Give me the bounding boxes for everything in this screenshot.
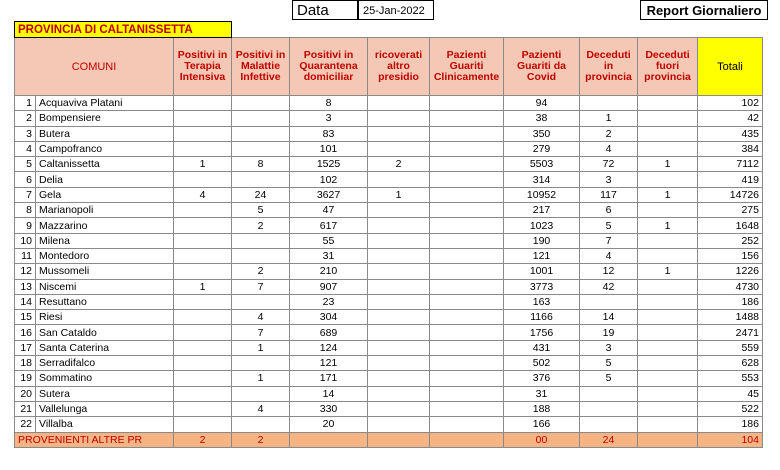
cell-ap[interactable] bbox=[368, 340, 430, 355]
cell-ap[interactable] bbox=[368, 279, 430, 294]
comune-name[interactable]: Serradifalco bbox=[36, 356, 174, 371]
cell-gcov[interactable]: 1023 bbox=[504, 218, 580, 233]
cell-dip[interactable]: 3 bbox=[580, 340, 638, 355]
col-header-guariti-clinicamente: Pazienti Guariti Clinicamente bbox=[430, 38, 504, 96]
cell-dip[interactable]: 3 bbox=[580, 172, 638, 187]
cell-dip[interactable]: 5 bbox=[580, 371, 638, 386]
cell-gc[interactable] bbox=[430, 233, 504, 248]
cell-tot[interactable]: 384 bbox=[698, 141, 763, 156]
cell-gcov[interactable]: 3773 bbox=[504, 279, 580, 294]
table-row bbox=[15, 340, 763, 355]
comune-name[interactable]: Sutera bbox=[36, 386, 174, 401]
table-row bbox=[15, 386, 763, 401]
cell-dip[interactable]: 117 bbox=[580, 187, 638, 202]
cell-gc[interactable] bbox=[430, 264, 504, 279]
row-number[interactable]: 11 bbox=[15, 248, 36, 263]
cell-ti[interactable] bbox=[174, 96, 232, 111]
row-number[interactable]: 4 bbox=[15, 141, 36, 156]
cell-gcov[interactable]: 94 bbox=[504, 96, 580, 111]
cell-gcov[interactable]: 166 bbox=[504, 417, 580, 432]
cell-dfp[interactable] bbox=[638, 386, 698, 401]
cell-gcov[interactable]: 188 bbox=[504, 401, 580, 416]
comune-name[interactable]: Montedoro bbox=[36, 248, 174, 263]
table-row bbox=[15, 417, 763, 432]
cell-dfp[interactable] bbox=[638, 203, 698, 218]
cell-ti[interactable] bbox=[174, 233, 232, 248]
cell-dfp[interactable] bbox=[638, 340, 698, 355]
table-row bbox=[15, 264, 763, 279]
province-title: PROVINCIA DI CALTANISSETTA bbox=[15, 22, 232, 38]
comune-name[interactable]: Sommatino bbox=[36, 371, 174, 386]
cell-mi[interactable] bbox=[232, 248, 290, 263]
cell-qd[interactable]: 31 bbox=[290, 248, 368, 263]
cell-gcov[interactable]: 38 bbox=[504, 111, 580, 126]
row-number[interactable]: 12 bbox=[15, 264, 36, 279]
col-header-altro-presidio: ricoverati altro presidio bbox=[368, 38, 430, 96]
cell-tot[interactable]: 435 bbox=[698, 126, 763, 141]
comune-name[interactable]: Vallelunga bbox=[36, 401, 174, 416]
col-header-totali: Totali bbox=[698, 38, 763, 96]
cell-ap[interactable] bbox=[368, 233, 430, 248]
cell-tot[interactable]: 252 bbox=[698, 233, 763, 248]
cell-tot[interactable]: 1488 bbox=[698, 310, 763, 325]
cell-qd[interactable]: 121 bbox=[290, 356, 368, 371]
col-header-deceduti-provincia: Deceduti in provincia bbox=[580, 38, 638, 96]
cell-dip[interactable]: 14 bbox=[580, 310, 638, 325]
date-label: Data bbox=[292, 0, 358, 20]
cell-tot[interactable]: 7112 bbox=[698, 157, 763, 172]
cell-gc[interactable] bbox=[430, 386, 504, 401]
row-number[interactable]: 19 bbox=[15, 371, 36, 386]
cell-ti[interactable] bbox=[174, 248, 232, 263]
cell-dfp[interactable] bbox=[638, 401, 698, 416]
cell-mi[interactable] bbox=[232, 96, 290, 111]
cell-dip[interactable]: 24 bbox=[580, 432, 638, 447]
cell-dip[interactable] bbox=[580, 96, 638, 111]
cell-ap[interactable] bbox=[368, 401, 430, 416]
cell-ap[interactable] bbox=[368, 310, 430, 325]
col-header-guariti-covid: Pazienti Guariti da Covid bbox=[504, 38, 580, 96]
cell-ap[interactable] bbox=[368, 264, 430, 279]
cell-gcov[interactable]: 350 bbox=[504, 126, 580, 141]
cell-dip[interactable] bbox=[580, 294, 638, 309]
row-number[interactable]: 6 bbox=[15, 172, 36, 187]
cell-dip[interactable]: 1 bbox=[580, 111, 638, 126]
cell-gcov[interactable]: 1756 bbox=[504, 325, 580, 340]
cell-ti[interactable] bbox=[174, 218, 232, 233]
cell-qd[interactable]: 3 bbox=[290, 111, 368, 126]
cell-qd[interactable]: 1525 bbox=[290, 157, 368, 172]
table-row bbox=[15, 233, 763, 248]
table-row bbox=[15, 310, 763, 325]
cell-dfp[interactable] bbox=[638, 325, 698, 340]
cell-qd[interactable]: 102 bbox=[290, 172, 368, 187]
cell-ap[interactable] bbox=[368, 111, 430, 126]
col-header-quarantena: Positivi in Quarantena domiciliar bbox=[290, 38, 368, 96]
cell-ti[interactable] bbox=[174, 264, 232, 279]
cell-tot[interactable]: 186 bbox=[698, 417, 763, 432]
comune-name[interactable]: Marianopoli bbox=[36, 203, 174, 218]
cell-tot[interactable]: 186 bbox=[698, 294, 763, 309]
cell-tot[interactable]: 559 bbox=[698, 340, 763, 355]
row-number[interactable]: 22 bbox=[15, 417, 36, 432]
cell-tot[interactable]: 156 bbox=[698, 248, 763, 263]
table-row bbox=[15, 96, 763, 111]
row-number[interactable]: 13 bbox=[15, 279, 36, 294]
row-number[interactable]: 18 bbox=[15, 356, 36, 371]
cell-tot[interactable]: 2471 bbox=[698, 325, 763, 340]
cell-gc[interactable] bbox=[430, 432, 504, 447]
cell-ap[interactable] bbox=[368, 386, 430, 401]
cell-gc[interactable] bbox=[430, 279, 504, 294]
cell-qd[interactable]: 47 bbox=[290, 203, 368, 218]
covid-report-table bbox=[14, 21, 763, 448]
cell-gc[interactable] bbox=[430, 356, 504, 371]
row-number[interactable]: 20 bbox=[15, 386, 36, 401]
table-row bbox=[15, 294, 763, 309]
cell-dip[interactable]: 72 bbox=[580, 157, 638, 172]
cell-mi[interactable]: 8 bbox=[232, 157, 290, 172]
cell-tot[interactable]: 14726 bbox=[698, 187, 763, 202]
cell-dfp[interactable] bbox=[638, 126, 698, 141]
cell-ap[interactable] bbox=[368, 218, 430, 233]
cell-tot[interactable]: 1226 bbox=[698, 264, 763, 279]
cell-ap[interactable] bbox=[368, 248, 430, 263]
cell-mi[interactable]: 1 bbox=[232, 340, 290, 355]
cell-mi[interactable] bbox=[232, 294, 290, 309]
comune-name[interactable]: Delia bbox=[36, 172, 174, 187]
cell-dip[interactable]: 19 bbox=[580, 325, 638, 340]
cell-ap[interactable] bbox=[368, 203, 430, 218]
cell-gc[interactable] bbox=[430, 203, 504, 218]
comune-name[interactable]: Milena bbox=[36, 233, 174, 248]
cell-ti[interactable] bbox=[174, 310, 232, 325]
cell-gc[interactable] bbox=[430, 294, 504, 309]
cell-gc[interactable] bbox=[430, 310, 504, 325]
cell-mi[interactable]: 24 bbox=[232, 187, 290, 202]
cell-tot[interactable]: 45 bbox=[698, 386, 763, 401]
row-number[interactable]: 9 bbox=[15, 218, 36, 233]
cell-ap[interactable] bbox=[368, 325, 430, 340]
comune-name[interactable]: Campofranco bbox=[36, 141, 174, 156]
cell-mi[interactable]: 5 bbox=[232, 203, 290, 218]
cell-gcov[interactable]: 431 bbox=[504, 340, 580, 355]
cell-mi[interactable]: 4 bbox=[232, 310, 290, 325]
cell-qd[interactable]: 20 bbox=[290, 417, 368, 432]
cell-qd[interactable]: 171 bbox=[290, 371, 368, 386]
comune-name[interactable]: Acquaviva Platani bbox=[36, 96, 174, 111]
cell-mi[interactable] bbox=[232, 111, 290, 126]
table-row bbox=[15, 218, 763, 233]
cell-ti[interactable] bbox=[174, 203, 232, 218]
cell-dfp[interactable]: 1 bbox=[638, 187, 698, 202]
cell-mi[interactable]: 4 bbox=[232, 401, 290, 416]
col-header-deceduti-fuori: Deceduti fuori provincia bbox=[638, 38, 698, 96]
cell-ap[interactable] bbox=[368, 371, 430, 386]
cell-gcov[interactable]: 5503 bbox=[504, 157, 580, 172]
cell-gcov[interactable]: 502 bbox=[504, 356, 580, 371]
cell-mi[interactable]: 7 bbox=[232, 279, 290, 294]
cell-ap[interactable] bbox=[368, 417, 430, 432]
cell-ti[interactable] bbox=[174, 371, 232, 386]
cell-qd[interactable]: 83 bbox=[290, 126, 368, 141]
cell-ti[interactable] bbox=[174, 172, 232, 187]
cell-dfp[interactable] bbox=[638, 233, 698, 248]
cell-mi[interactable] bbox=[232, 417, 290, 432]
comune-name[interactable]: PROVENIENTI ALTRE PR bbox=[15, 432, 174, 447]
cell-qd[interactable]: 101 bbox=[290, 141, 368, 156]
cell-dip[interactable]: 4 bbox=[580, 248, 638, 263]
cell-ti[interactable] bbox=[174, 111, 232, 126]
report-header bbox=[0, 0, 780, 22]
cell-mi[interactable]: 2 bbox=[232, 264, 290, 279]
cell-mi[interactable] bbox=[232, 356, 290, 371]
cell-qd[interactable]: 55 bbox=[290, 233, 368, 248]
table-row bbox=[15, 141, 763, 156]
cell-gcov[interactable]: 314 bbox=[504, 172, 580, 187]
cell-qd[interactable]: 689 bbox=[290, 325, 368, 340]
cell-gcov[interactable]: 1001 bbox=[504, 264, 580, 279]
cell-qd[interactable]: 124 bbox=[290, 340, 368, 355]
cell-tot[interactable]: 628 bbox=[698, 356, 763, 371]
cell-tot[interactable]: 104 bbox=[698, 432, 763, 447]
cell-mi[interactable]: 7 bbox=[232, 325, 290, 340]
table-row bbox=[15, 356, 763, 371]
cell-gcov[interactable]: 376 bbox=[504, 371, 580, 386]
cell-mi[interactable]: 1 bbox=[232, 371, 290, 386]
cell-ap[interactable] bbox=[368, 432, 430, 447]
cell-gcov[interactable]: 121 bbox=[504, 248, 580, 263]
cell-ap[interactable] bbox=[368, 356, 430, 371]
cell-ap[interactable] bbox=[368, 96, 430, 111]
cell-gc[interactable] bbox=[430, 401, 504, 416]
row-number[interactable]: 15 bbox=[15, 310, 36, 325]
row-number[interactable]: 3 bbox=[15, 126, 36, 141]
cell-gcov[interactable]: 279 bbox=[504, 141, 580, 156]
comune-name[interactable]: Santa Caterina bbox=[36, 340, 174, 355]
comune-name[interactable]: Villalba bbox=[36, 417, 174, 432]
cell-qd[interactable]: 210 bbox=[290, 264, 368, 279]
cell-dip[interactable] bbox=[580, 401, 638, 416]
cell-qd[interactable]: 304 bbox=[290, 310, 368, 325]
cell-ap[interactable] bbox=[368, 141, 430, 156]
table-row bbox=[15, 279, 763, 294]
cell-tot[interactable]: 4730 bbox=[698, 279, 763, 294]
cell-dfp[interactable] bbox=[638, 432, 698, 447]
date-value[interactable]: 25-Jan-2022 bbox=[358, 0, 434, 20]
cell-ti[interactable] bbox=[174, 325, 232, 340]
report-title: Report Giornaliero bbox=[640, 0, 768, 20]
comune-name[interactable]: Gela bbox=[36, 187, 174, 202]
row-number[interactable]: 1 bbox=[15, 96, 36, 111]
cell-dip[interactable]: 5 bbox=[580, 218, 638, 233]
table-row bbox=[15, 203, 763, 218]
row-number[interactable]: 14 bbox=[15, 294, 36, 309]
cell-dfp[interactable] bbox=[638, 248, 698, 263]
cell-ti[interactable] bbox=[174, 356, 232, 371]
cell-gcov[interactable]: 190 bbox=[504, 233, 580, 248]
cell-dip[interactable] bbox=[580, 386, 638, 401]
table-row bbox=[15, 371, 763, 386]
cell-gc[interactable] bbox=[430, 172, 504, 187]
comune-name[interactable]: Caltanissetta bbox=[36, 157, 174, 172]
cell-gc[interactable] bbox=[430, 340, 504, 355]
cell-dip[interactable]: 12 bbox=[580, 264, 638, 279]
cell-dfp[interactable] bbox=[638, 294, 698, 309]
cell-mi[interactable] bbox=[232, 233, 290, 248]
cell-qd[interactable] bbox=[290, 432, 368, 447]
cell-gcov[interactable]: 1166 bbox=[504, 310, 580, 325]
cell-gcov[interactable]: 31 bbox=[504, 386, 580, 401]
cell-qd[interactable]: 907 bbox=[290, 279, 368, 294]
cell-gc[interactable] bbox=[430, 126, 504, 141]
cell-gc[interactable] bbox=[430, 325, 504, 340]
cell-ti[interactable]: 1 bbox=[174, 279, 232, 294]
cell-dfp[interactable] bbox=[638, 111, 698, 126]
comune-name[interactable]: Bompensiere bbox=[36, 111, 174, 126]
cell-gc[interactable] bbox=[430, 187, 504, 202]
cell-tot[interactable]: 419 bbox=[698, 172, 763, 187]
cell-tot[interactable]: 553 bbox=[698, 371, 763, 386]
cell-mi[interactable]: 2 bbox=[232, 218, 290, 233]
cell-dfp[interactable] bbox=[638, 172, 698, 187]
cell-dfp[interactable]: 1 bbox=[638, 218, 698, 233]
col-header-malattie-infettive: Positivi in Malattie Infettive bbox=[232, 38, 290, 96]
table-row bbox=[15, 172, 763, 187]
cell-ti[interactable] bbox=[174, 294, 232, 309]
comune-name[interactable]: Mussomeli bbox=[36, 264, 174, 279]
cell-dfp[interactable] bbox=[638, 96, 698, 111]
cell-dfp[interactable]: 1 bbox=[638, 264, 698, 279]
cell-qd[interactable]: 23 bbox=[290, 294, 368, 309]
cell-gcov[interactable]: 163 bbox=[504, 294, 580, 309]
cell-dip[interactable] bbox=[580, 417, 638, 432]
comune-name[interactable]: Niscemi bbox=[36, 279, 174, 294]
cell-gc[interactable] bbox=[430, 218, 504, 233]
row-number[interactable]: 2 bbox=[15, 111, 36, 126]
row-number[interactable]: 17 bbox=[15, 340, 36, 355]
table-row bbox=[15, 325, 763, 340]
cell-mi[interactable] bbox=[232, 141, 290, 156]
cell-dfp[interactable]: 1 bbox=[638, 157, 698, 172]
row-number[interactable]: 8 bbox=[15, 203, 36, 218]
cell-dfp[interactable] bbox=[638, 356, 698, 371]
row-number[interactable]: 16 bbox=[15, 325, 36, 340]
cell-dfp[interactable] bbox=[638, 279, 698, 294]
cell-ap[interactable]: 1 bbox=[368, 187, 430, 202]
cell-ti[interactable]: 2 bbox=[174, 432, 232, 447]
cell-tot[interactable]: 1648 bbox=[698, 218, 763, 233]
cell-gcov[interactable]: 10952 bbox=[504, 187, 580, 202]
cell-gc[interactable] bbox=[430, 141, 504, 156]
cell-dip[interactable]: 2 bbox=[580, 126, 638, 141]
cell-tot[interactable]: 102 bbox=[698, 96, 763, 111]
row-number[interactable]: 21 bbox=[15, 401, 36, 416]
cell-dip[interactable]: 42 bbox=[580, 279, 638, 294]
cell-qd[interactable]: 8 bbox=[290, 96, 368, 111]
row-number[interactable]: 5 bbox=[15, 157, 36, 172]
cell-gcov[interactable]: 217 bbox=[504, 203, 580, 218]
cell-tot[interactable]: 522 bbox=[698, 401, 763, 416]
cell-dfp[interactable] bbox=[638, 417, 698, 432]
table-row bbox=[15, 248, 763, 263]
cell-tot[interactable]: 275 bbox=[698, 203, 763, 218]
comune-name[interactable]: Resuttano bbox=[36, 294, 174, 309]
cell-tot[interactable]: 42 bbox=[698, 111, 763, 126]
cell-ti[interactable] bbox=[174, 340, 232, 355]
cell-dip[interactable]: 5 bbox=[580, 356, 638, 371]
comune-name[interactable]: Butera bbox=[36, 126, 174, 141]
cell-ap[interactable] bbox=[368, 126, 430, 141]
cell-ti[interactable] bbox=[174, 417, 232, 432]
comune-name[interactable]: San Cataldo bbox=[36, 325, 174, 340]
cell-ap[interactable] bbox=[368, 294, 430, 309]
cell-ti[interactable] bbox=[174, 126, 232, 141]
cell-gc[interactable] bbox=[430, 157, 504, 172]
cell-ap[interactable]: 2 bbox=[368, 157, 430, 172]
cell-dfp[interactable] bbox=[638, 310, 698, 325]
cell-ti[interactable] bbox=[174, 141, 232, 156]
comune-name[interactable]: Riesi bbox=[36, 310, 174, 325]
row-number[interactable]: 7 bbox=[15, 187, 36, 202]
cell-dfp[interactable] bbox=[638, 141, 698, 156]
cell-gc[interactable] bbox=[430, 371, 504, 386]
cell-mi[interactable] bbox=[232, 126, 290, 141]
cell-gcov[interactable]: 00 bbox=[504, 432, 580, 447]
table-row-other-provinces bbox=[15, 432, 763, 447]
table-row bbox=[15, 126, 763, 141]
cell-mi[interactable] bbox=[232, 172, 290, 187]
cell-ti[interactable] bbox=[174, 386, 232, 401]
cell-gc[interactable] bbox=[430, 96, 504, 111]
cell-mi[interactable]: 2 bbox=[232, 432, 290, 447]
cell-gc[interactable] bbox=[430, 248, 504, 263]
cell-gc[interactable] bbox=[430, 111, 504, 126]
cell-ti[interactable]: 4 bbox=[174, 187, 232, 202]
cell-qd[interactable]: 330 bbox=[290, 401, 368, 416]
cell-qd[interactable]: 14 bbox=[290, 386, 368, 401]
cell-dip[interactable]: 4 bbox=[580, 141, 638, 156]
cell-ti[interactable] bbox=[174, 401, 232, 416]
table-row bbox=[15, 187, 763, 202]
col-header-comuni: COMUNI bbox=[15, 38, 174, 96]
table-row bbox=[15, 401, 763, 416]
cell-ti[interactable]: 1 bbox=[174, 157, 232, 172]
cell-qd[interactable]: 3627 bbox=[290, 187, 368, 202]
cell-qd[interactable]: 617 bbox=[290, 218, 368, 233]
row-number[interactable]: 10 bbox=[15, 233, 36, 248]
cell-ap[interactable] bbox=[368, 172, 430, 187]
cell-gc[interactable] bbox=[430, 417, 504, 432]
cell-dfp[interactable] bbox=[638, 371, 698, 386]
table-row bbox=[15, 111, 763, 126]
cell-dip[interactable]: 7 bbox=[580, 233, 638, 248]
comune-name[interactable]: Mazzarino bbox=[36, 218, 174, 233]
table-row bbox=[15, 157, 763, 172]
col-header-terapia-intensiva: Positivi in Terapia Intensiva bbox=[174, 38, 232, 96]
cell-dip[interactable]: 6 bbox=[580, 203, 638, 218]
cell-mi[interactable] bbox=[232, 386, 290, 401]
